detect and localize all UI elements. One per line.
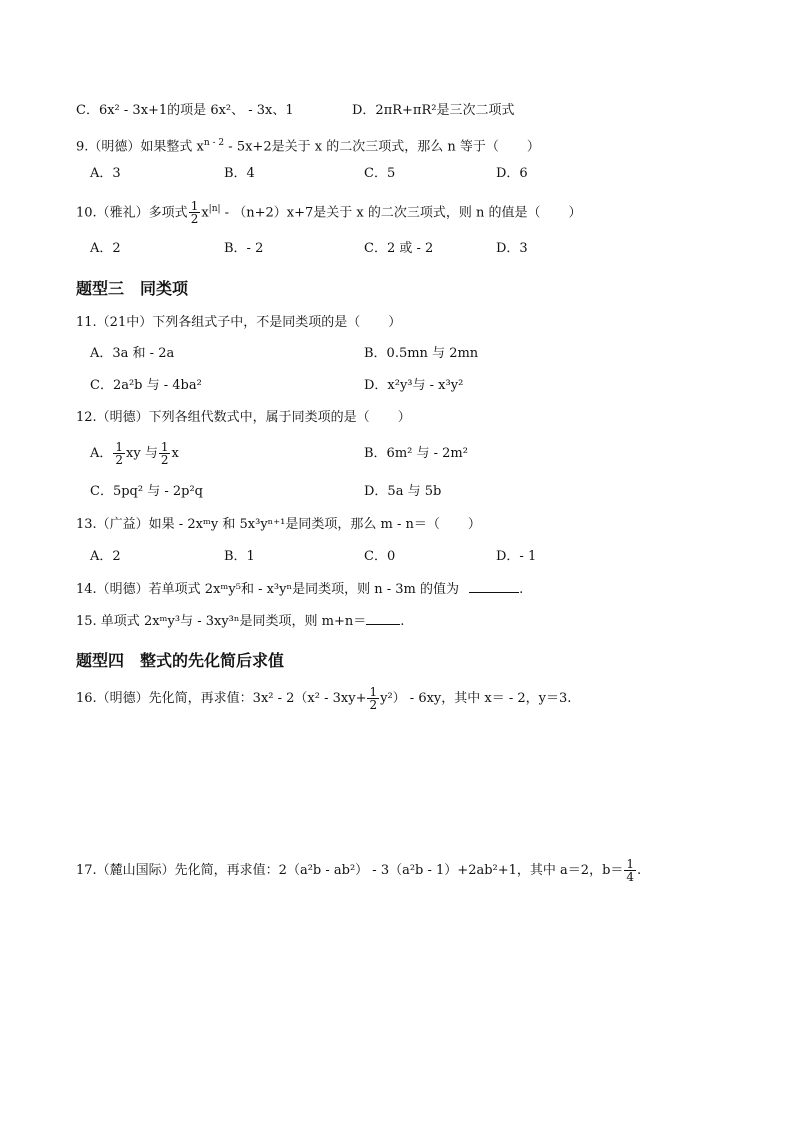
q16-frac-den: 2 [369, 698, 378, 712]
q10-text-c: - （n+2）x+7是关于 x 的二次三项式，则 n 的值是（ [220, 205, 541, 221]
q16-text-a: 16.（明德）先化简，再求值：3x² - 2（x² - 3xy+ [76, 691, 367, 706]
section-heading-3: 题型三 同类项 [76, 279, 189, 298]
q13-option-b: B．1 [224, 549, 255, 564]
question-14 [76, 580, 523, 599]
q12-text: 12.（明德）下列各组代数式中，属于同类项的是（ [76, 410, 370, 425]
q9-text-a: 9.（明德）如果整式 x [76, 139, 204, 155]
q9-sup: n - 2 [203, 138, 225, 148]
q17-fraction [624, 858, 636, 883]
q11-text: 11.（21中）下列各组式子中，不是同类项的是（ [76, 315, 361, 330]
q9-text-b: - 5x+2是关于 x 的二次三项式，那么 n 等于（ [224, 139, 499, 155]
question-15 [76, 612, 404, 631]
q17-frac-den: 4 [626, 870, 635, 884]
q14-end: . [519, 582, 524, 597]
question-16 [76, 686, 571, 712]
q12-a-num-1: 1 [115, 440, 124, 454]
q10-frac-num: 1 [190, 199, 199, 214]
q12-a-fraction-2 [159, 441, 171, 466]
question-11 [76, 314, 401, 332]
section-heading-4: 题型四 整式的先化简后求值 [76, 651, 285, 670]
q12-a-den-2: 2 [160, 453, 169, 467]
q15-text: 15. 单项式 2xᵐy³与 - 3xy³ⁿ是同类项，则 m+n＝ [76, 614, 367, 629]
q12-option-c: C．5pq² 与 - 2p²q [90, 484, 203, 499]
q14-text: 14.（明德）若单项式 2xᵐy⁵和 - x³yⁿ是同类项，则 n - 3m 的值为 [76, 582, 459, 597]
q12-a-num-2: 1 [160, 440, 169, 454]
q10-fraction [189, 200, 201, 225]
q11-close: ） [388, 315, 402, 330]
q9-option-b: B．4 [224, 166, 255, 181]
q15-answer-blank[interactable] [366, 612, 400, 625]
q10-text-b: x [201, 205, 209, 221]
question-9 [76, 134, 540, 156]
q11-option-b: B．0.5mn 与 2mn [364, 346, 479, 361]
q10-option-d: D．3 [496, 241, 528, 256]
q12-option-b: B．6m² 与 - 2m² [364, 446, 468, 461]
q10-option-c: C．2 或 - 2 [364, 241, 434, 256]
q8-option-c: C．6x² - 3x+1的项是 6x²、 - 3x、1 [76, 103, 294, 118]
q8-option-d: D．2πR+πR²是三次二项式 [352, 103, 515, 118]
question-13 [76, 516, 481, 534]
question-17 [76, 858, 641, 884]
q16-fraction [367, 686, 379, 711]
q10-close: ） [568, 205, 582, 221]
q9-option-d: D．6 [496, 166, 528, 181]
q16-frac-num: 1 [369, 685, 378, 699]
q12-close: ） [397, 410, 411, 425]
q10-option-a: A．2 [90, 241, 121, 256]
q10-option-b: B．- 2 [224, 241, 264, 256]
q10-text-a: 10.（雅礼）多项式 [76, 205, 188, 221]
q9-option-a: A．3 [90, 166, 121, 181]
q9-option-c: C．5 [364, 166, 396, 181]
q14-answer-blank[interactable] [469, 580, 519, 593]
q12-option-d: D．5a 与 5b [364, 484, 442, 499]
q10-sup: |n| [208, 204, 221, 214]
q12-a-pre: A． [90, 446, 113, 461]
q11-option-d: D．x²y³与 - x³y² [364, 378, 464, 393]
q12-a-den-1: 2 [115, 453, 124, 467]
q16-text-b: y²） - 6xy，其中 x＝ - 2，y＝3. [380, 691, 572, 706]
q11-option-c: C．2a²b 与 - 4ba² [90, 378, 202, 393]
q12-a-post: x [171, 446, 179, 461]
q17-text-b: . [637, 863, 642, 878]
q12-a-mid: xy 与 [126, 446, 158, 461]
q12-a-fraction-1 [113, 441, 125, 466]
q10-frac-den: 2 [190, 212, 199, 227]
q11-option-a: A．3a 和 - 2a [90, 346, 175, 361]
q13-option-c: C．0 [364, 549, 396, 564]
q13-option-a: A．2 [90, 549, 121, 564]
q15-end: . [400, 614, 405, 629]
q17-text-a: 17.（麓山国际）先化简，再求值：2（a²b - ab²） - 3（a²b - 1）+2ab²+1，其中 a＝2，b＝ [76, 863, 624, 878]
q9-close: ） [526, 139, 540, 155]
q17-frac-num: 1 [626, 857, 635, 871]
question-10 [76, 200, 582, 225]
question-12 [76, 409, 411, 427]
q13-text: 13.（广益）如果 - 2xᵐy 和 5x³yⁿ⁺¹是同类项，那么 m - n＝（ [76, 517, 440, 532]
q13-close: ） [467, 517, 481, 532]
q12-option-a [90, 441, 179, 467]
q13-option-d: D．- 1 [496, 549, 537, 564]
